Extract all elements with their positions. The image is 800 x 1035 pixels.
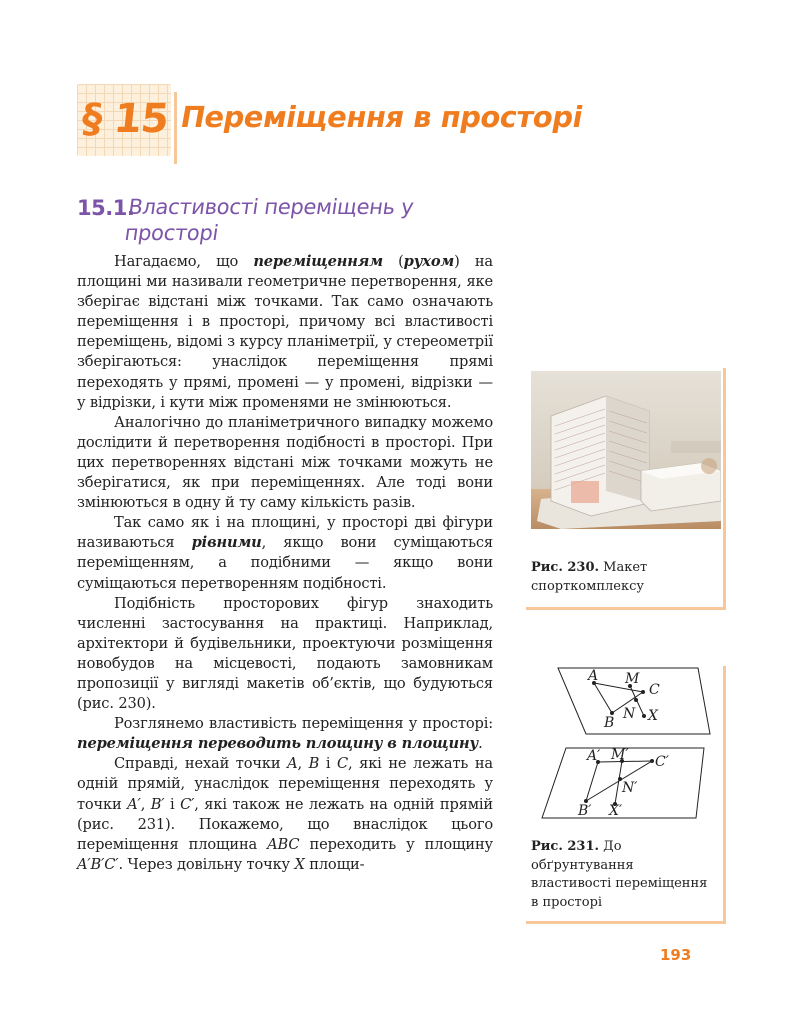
paragraph-6: Справді, нехай точки A, B і C, які не лежать на одній прямій, унаслідок переміщення переходять у точки A′, B′ і C′, які також не лежать на одній прямій (рис. 231). Покажемо, що внаслідок цього переміщення площина ABC переходить у площину A′B′C′. Через довільну точку X площи- bbox=[77, 755, 493, 873]
paragraph-3: Так само як і на площині, у просторі дві фігури називаються рівними, якщо вони суміщаються переміщенням, а подібними — якщо вони суміщаються перетворенням подібності. bbox=[77, 514, 493, 592]
point-C-prime: C′ bbox=[655, 754, 669, 770]
paragraph-1: Нагадаємо, що переміщенням (рухом) на площині ми називали геометричне перетворення, яке зберігає відстані між точками. Так само означають переміщення і в просторі, причому всі властивості переміщень, відомі з курсу планіметрії, у стереометрії зберігаються: унаслідок переміщення прямі переходять у прямі, промені — у промені, відрізки — у відрізки, і кути між променями не змінюються. bbox=[77, 253, 493, 411]
paragraph-2: Аналогічно до планіметричного випадку можемо дослідити й перетворення подібності в просторі. При цих перетвореннях відстані між точками можуть не зберігатися, як при переміщеннях. Але тоді вони змінюються в одну й ту саму кількість разів. bbox=[77, 413, 493, 512]
paragraph-5: Розглянемо властивість переміщення у просторі: переміщення переводить площину в площину. bbox=[77, 715, 493, 753]
section-title: Переміщення в просторі bbox=[178, 100, 586, 134]
point-X: X bbox=[648, 708, 658, 724]
point-X-prime: X′ bbox=[609, 803, 623, 819]
term-rivnymy: рівними bbox=[191, 534, 262, 552]
point-M: M bbox=[625, 671, 640, 687]
page-number: 193 bbox=[660, 946, 692, 964]
point-N: N bbox=[623, 706, 636, 722]
figure-230 bbox=[526, 368, 724, 608]
section-number: § 15 bbox=[79, 96, 171, 142]
paragraph-4: Подібність просторових фігур знаходить численні застосування на практиці. Наприклад, архітектори й будівельники, проектуючи розміщення новобудов на місцевості, подають замовникам пропозиції у вигляді макетів об’єктів, що будуються (рис. 230). bbox=[77, 594, 493, 713]
point-M-prime: M′ bbox=[611, 747, 629, 763]
point-B: B bbox=[604, 715, 615, 731]
term-rukh: рухом bbox=[403, 253, 455, 270]
point-N-prime: N′ bbox=[622, 780, 638, 796]
point-C: C bbox=[649, 682, 660, 698]
term-peremishchennia: переміщенням bbox=[253, 253, 383, 270]
planes-diagram bbox=[528, 666, 722, 826]
property-statement: переміщення переводить площину в площину bbox=[77, 735, 479, 753]
subsection-title: Властивості переміщень у просторі bbox=[123, 195, 416, 245]
subsection-number: 15.1. bbox=[77, 196, 135, 220]
main-text bbox=[77, 252, 493, 875]
point-A-prime: A′ bbox=[587, 748, 601, 764]
figure-231-caption: Рис. 231. До обґрунтування властивості переміщення в просторі bbox=[531, 839, 708, 910]
figure-230-caption: Рис. 230. Макет спорткомплексу bbox=[531, 560, 648, 594]
point-B-prime: B′ bbox=[578, 803, 592, 819]
point-A: A bbox=[588, 668, 599, 684]
figure-231 bbox=[526, 666, 724, 922]
building-model-photo bbox=[531, 371, 721, 529]
